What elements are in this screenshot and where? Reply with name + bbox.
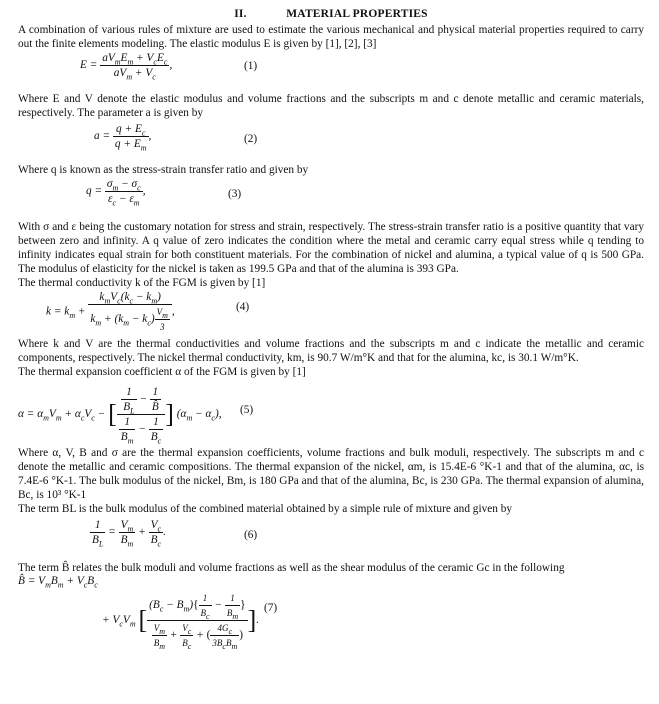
equation-7 [18, 575, 644, 651]
equation-3-math: q = $\frac{\sigma_m - \sigma_c}{\varepsilon_c - \varepsilon_m}$ , [86, 178, 146, 208]
paper-page [18, 7, 644, 651]
equation-2 [18, 120, 644, 154]
equation-2-number: (2) [244, 133, 258, 145]
equation-1-number: (1) [244, 60, 258, 72]
equation-3-number: (3) [228, 188, 242, 200]
equation-6 [18, 516, 644, 552]
paragraph-transfer-ratio: Where q is known as the stress-strain transfer ratio and given by [18, 164, 309, 176]
equation-6-number: (6) [244, 529, 258, 541]
paragraph-thermal-expansion: The thermal expansion coefficient α of the FGM is given by [1] [18, 366, 306, 378]
paragraph-stress-strain: With σ and ε being the customary notation for stress and strain, respectively. The stress-strain transfer ratio is a positive quantity that vary between zero and infinity. A q value of zero indicates the condition where the metal and ceramic carry equal stress while q tending to infinity indicates equal strain for both constituent materials. For the combination of nickel and alumina, a typical value of q is 500 GPa. The modulus of elasticity for the nickel is taken as 199.5 GPa and that of the alumina is 393 GPa. [18, 221, 644, 275]
section-heading [18, 7, 644, 21]
equation-5-math: $\alpha = \alpha_mV_m + \alpha_cV_c$ − [ $\frac{1}{B_L}$ − $\frac{1}{B̂}$ $\frac{1}{B_m}$ − $\frac{1}{B_c}$ ] $(\alpha_m - \alpha_c)$, [18, 386, 222, 446]
equation-5 [18, 379, 644, 446]
equation-2-math: a = $\frac{q + E_c}{q + E_m}$ , [94, 123, 152, 153]
paragraph-bulk-modulus: The term BL is the bulk modulus of the combined material obtained by a simple rule of mixture and given by [18, 503, 513, 515]
paragraph-b-hat: The term B̂ relates the bulk moduli and volume fractions as well as the shear modulus of the ceramic Gc in the following [18, 562, 565, 574]
equation-4 [18, 290, 644, 332]
section-number: II. [234, 8, 247, 20]
paragraph-conductivity-definition: Where k and V are the thermal conductivities and volume fractions and the subscripts m and c indicate the metallic and ceramic components, respectively. The nickel thermal conductivity, km, is 90.7 W/m°K and that for the alumina, kc, is 30.1 W/m°K. [18, 338, 644, 364]
paragraph-elastic-definition: Where E and V denote the elastic modulus and volume fractions and the subscripts m and c denote metallic and ceramic materials, respectively. The parameter a is given by [18, 93, 644, 119]
section-title: MATERIAL PROPERTIES [286, 8, 428, 20]
equation-5-number: (5) [240, 404, 254, 416]
equation-7-line2: + $V_cV_m$ [ $(B_c - B_m)${ $\frac{1}{B_c}$ − $\frac{1}{B_m}$ } $\frac{V_m}{B_m}$ + $\frac{V_c}{B_c}$ + ( $\frac{4G_c}{3B_cB_m}$ ) ]. [102, 593, 260, 651]
equation-4-number: (4) [236, 301, 250, 313]
paragraph-intro: A combination of various rules of mixture are used to estimate the various mechanical and physical material properties required to carry out the finite elements modeling. The elastic modulus E is given by [1], [2], [3] [18, 24, 644, 50]
equation-7-number: (7) [264, 602, 278, 614]
paragraph-thermal-conductivity: The thermal conductivity k of the FGM is given by [1] [18, 277, 266, 289]
equation-3 [18, 177, 644, 211]
equation-4-math: $k = k_m$ + $k_mV_c(k_c - k_m)$ $k_m + (k_m - k_c)$ $\frac{V_m}{3}$ , [46, 291, 175, 332]
paragraph-expansion-definition: Where α, V, B and σ are the thermal expansion coefficients, volume fractions and bulk moduli, respectively. The subscripts m and c denote the metallic and ceramic compositions. The thermal expansion of the nickel, αm, is 15.4E-6 °K-1 and that of the alumina, αc, is 7.4E-6 °K-1. The bulk modulus of the nickel, Bm, is 180 GPa and that of the alumina, Bc, is 230 GPa. The thermal expansion of alumina, Bc, is 10³ °K-1 [18, 447, 644, 501]
equation-1 [18, 51, 644, 83]
equation-7-line1: B̂ = $V_mB_m + V_cB_c$ [18, 575, 98, 590]
equation-6-math: $\frac{1}{B_L}$ = $\frac{V_m}{B_m}$ + $\frac{V_c}{B_c}$ . [92, 519, 166, 549]
equation-1-math: E = $\frac{aV_mE_m + V_cE_c}{aV_m + V_c}$ , [80, 52, 173, 82]
